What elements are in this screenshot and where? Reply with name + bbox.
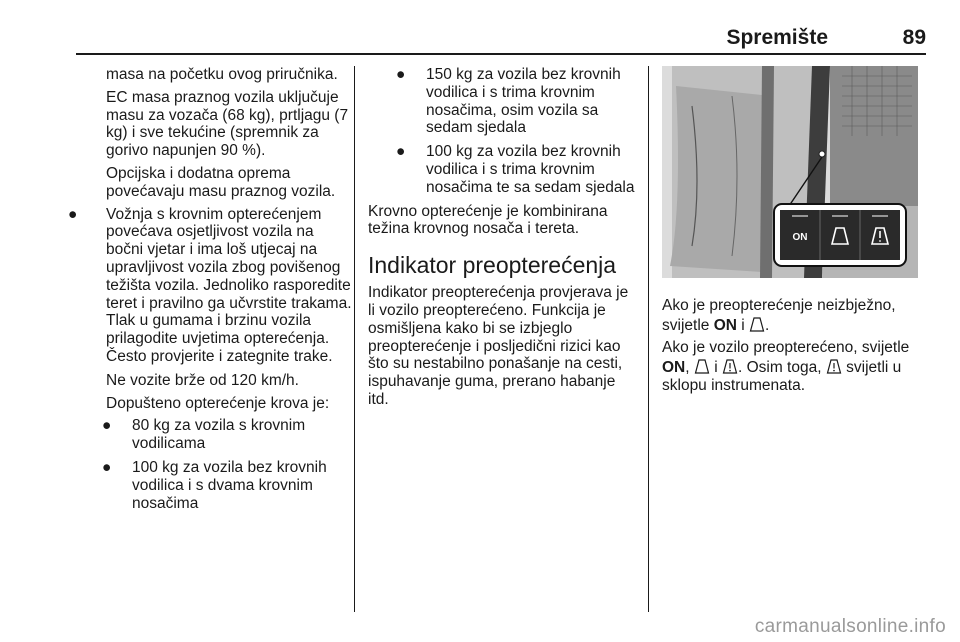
bullet-dot: ● [68, 205, 78, 223]
text-run: , [685, 359, 690, 377]
bullet-dot: ● [396, 66, 406, 83]
paragraph: Ne vozite brže od 120 km/h. [106, 371, 299, 389]
paragraph: Opcijska i dodatna oprema povećavaju masu praznog vozila. [106, 164, 336, 200]
paragraph [662, 339, 926, 394]
header-rule [76, 53, 926, 55]
bullet-text: 100 kg za vozila bez krovnih vodilica i s dvama krovnim nosačima [132, 458, 327, 512]
column-divider-2 [648, 66, 649, 612]
column-3 [662, 66, 926, 400]
overload-warning-icon [722, 357, 738, 375]
paragraph [662, 297, 926, 335]
bullet-dot: ● [396, 143, 406, 161]
bullet-dot: ● [102, 458, 112, 476]
text-run: . Osim toga, [737, 359, 822, 377]
load-indicator-icon [749, 315, 765, 333]
on-indicator-text: ON [713, 316, 737, 334]
page-number: 89 [902, 26, 926, 49]
bullet-item [368, 143, 636, 196]
bullet-text: 150 kg za vozila bez krovnih vodilica i s trima krovnim nosačima, osim vozila sa sedam sjedala [426, 66, 621, 137]
bullet-text: 100 kg za vozila bez krovnih vodilica i s trima krovnim nosačima te sa sedam sjedala [426, 143, 635, 196]
paragraph: Indikator preopterećenja provjerava je li vozilo preopterećeno. Funkcija je osmišljena kako bi se izbjeglo preopterećenje i posljedični rizici kao što su nestabilno ponašanje na cesti, ispuhavanje guma, prerano habanje itd. [368, 284, 629, 408]
on-indicator-text: ON [662, 359, 686, 377]
panel-on-label: ON [792, 232, 808, 243]
section-title: Spremište [726, 26, 828, 49]
text-run: svijetli u sklopu instrumenata. [662, 359, 902, 394]
paragraph: masa na početku ovog priručnika. [106, 66, 338, 83]
paragraph: EC masa praznog vozila uključuje masu za vozača (68 kg), prtljagu (7 kg) i sve tekućine (spremnik za gorivo napunjen 90 %). [106, 88, 349, 160]
overload-indicator-photo [662, 66, 918, 278]
bullet-text: Vožnja s krovnim opterećenjem povećava osjetljivost vozila na bočni vjetar i ima loš utjecaj na upravljivost vozila zbog povišenog težišta vozila. Jednoliko rasporedite teret i pravilno ga učvrstite trakama. Tlak u gumama i brzinu vozila prilagodite uvjetima opterećenja. Često provjerite i zategnite trake. [106, 205, 352, 365]
bullet-item [66, 206, 352, 366]
text-run: i [714, 359, 718, 377]
text-run: i [741, 316, 745, 334]
bullet-item [368, 66, 636, 137]
text-run: Ako je vozilo preopterećeno, svijetle [662, 339, 910, 357]
text-run: . [765, 316, 770, 334]
paragraph: Dopušteno opterećenje krova je: [106, 394, 330, 412]
column-divider-1 [354, 66, 355, 612]
section-heading: Indikator preopterećenja [368, 252, 617, 279]
paragraph: Krovno opterećenje je kombinirana težina krovnog nosača i tereta. [368, 202, 608, 238]
sub-bullet-item [66, 417, 352, 453]
text-run: Ako je preopterećenje neizbježno, svijetle [662, 296, 896, 334]
bullet-text: 80 kg za vozila s krovnim vodilicama [132, 417, 306, 453]
column-2 [368, 66, 636, 414]
column-1 [66, 66, 352, 518]
sub-bullet-item [66, 459, 352, 512]
page-header [676, 26, 926, 56]
load-indicator-icon [694, 357, 710, 375]
bullet-dot: ● [102, 417, 112, 435]
overload-warning-icon [826, 357, 842, 375]
watermark-footer: carmanualsonline.info [754, 616, 946, 637]
